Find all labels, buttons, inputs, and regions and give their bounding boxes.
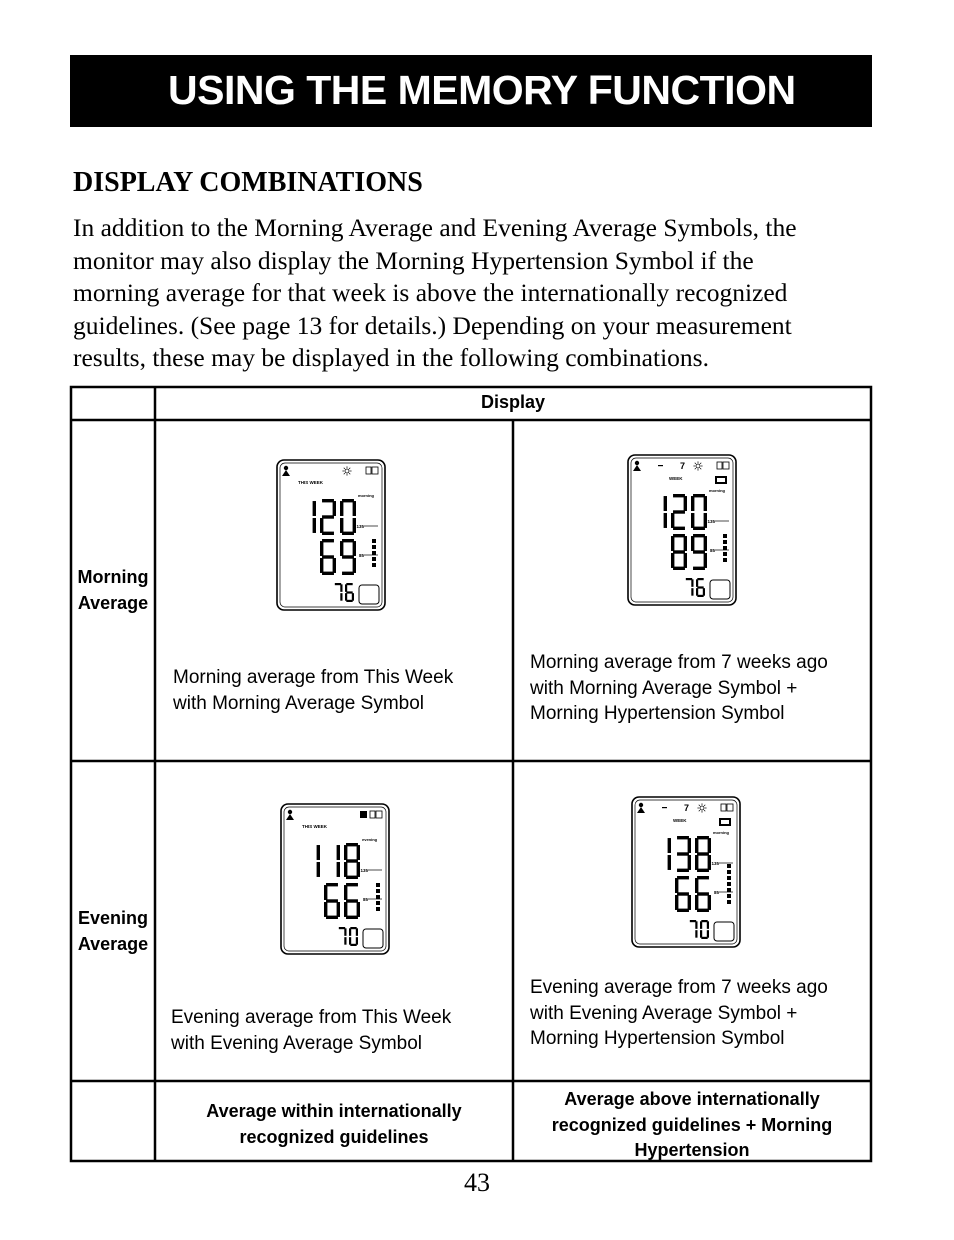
lcd-segment [686,578,692,580]
lcd-segment [688,855,691,870]
lcd-segment [342,539,354,542]
lcd-display-evening-7-weeks [631,796,741,948]
lcd-segment [353,518,356,533]
lcd-segment [352,593,354,601]
lcd-segment [684,536,687,551]
lcd-segment [340,584,342,592]
lcd-segment [704,496,707,511]
lcd-segment [668,855,671,870]
lcd-segment [684,496,687,511]
lcd-segment [673,527,685,530]
lcd-segment [671,553,674,568]
scale-low-label: 85 [709,548,715,553]
lcd-segment [673,567,685,570]
lcd-segment [677,909,689,912]
lcd-screen [627,454,737,606]
lcd-segment [691,588,693,596]
lcd-segment [326,916,338,919]
moon-icon [360,811,367,818]
lcd-segment [691,536,694,551]
footer-within-guidelines: Average within internationally recognized guidelines [206,1101,462,1147]
mode-label: morning [713,830,729,835]
intro-line: monitor may also display the Morning Hypertension Symbol if the [73,245,754,275]
lcd-segment [340,501,343,516]
lcd-segment [340,541,343,556]
scale-low-label: 85 [713,890,719,895]
lcd-segment [701,937,707,939]
lcd-segment [697,578,703,580]
lcd-segment [677,869,689,872]
intro-paragraph [73,212,873,375]
lcd-segment [342,555,354,558]
lcd-segment [322,572,334,575]
lcd-segment [708,838,711,853]
lcd-segment [677,852,689,855]
lcd-segment [704,536,707,551]
title-banner [70,55,872,127]
lcd-segment [333,501,336,516]
lcd-segment [313,501,316,516]
lcd-segment [356,928,358,936]
lcd-segment [324,885,327,900]
lcd-segment [322,539,334,542]
lcd-segment [684,553,687,568]
week-label: THIS WEEK [298,480,324,485]
lcd-segment [346,876,358,879]
lcd-segment [339,927,345,929]
lcd-segment [357,902,360,917]
lcd-segment [697,586,703,588]
mode-label: morning [358,493,374,498]
lcd-segment [346,583,352,585]
intro-line: morning average for that week is above the internationally recognized [73,278,788,308]
page-title: USING THE MEMORY FUNCTION [168,67,796,113]
lcd-segment [690,920,696,922]
intro-line: guidelines. (See page 13 for details.) Depending on your measurement [73,310,792,340]
lcd-segment [335,583,341,585]
lcd-segment [346,859,358,862]
lcd-segment [313,518,316,533]
lcd-segment [664,513,667,528]
lcd-segment [346,883,358,886]
lcd-segment [345,584,347,592]
lcd-segment [696,588,698,596]
lcd-segment [697,836,709,839]
lcd-segment [342,499,354,502]
morning-hypertension-icon [715,476,727,484]
lcd-segment [664,496,667,511]
lcd-segment [697,876,709,879]
lcd-segment [693,550,705,553]
caption-evening-this-week: Evening average from This Week with Evening Average Symbol [171,1007,452,1054]
lcd-segment [322,532,334,535]
lcd-segment [350,927,356,929]
lcd-segment [337,902,340,917]
lcd-segment [675,878,678,893]
lcd-segment [697,909,709,912]
lcd-display-morning-this-week [276,459,386,611]
lcd-segment [693,494,705,497]
lcd-segment [317,862,320,877]
lcd-segment [349,937,351,945]
lcd-segment [322,555,334,558]
lcd-segment [673,510,685,513]
lcd-segment [671,536,674,551]
week-number: 7 [684,803,690,813]
lcd-segment [350,944,356,946]
scale-high-label: 135 [707,519,715,524]
week-label: WEEK [673,818,687,823]
lcd-segment [697,869,709,872]
lcd-segment [337,862,340,877]
lcd-segment [695,921,697,929]
lcd-segment [695,878,698,893]
lcd-segment [357,862,360,877]
lcd-segment [701,920,707,922]
intro-line: In addition to the Morning Average and Evening Average Symbols, the [73,213,797,242]
dash-segment [658,465,663,466]
lcd-segment [693,527,705,530]
lcd-segment [356,937,358,945]
lcd-segment [333,558,336,573]
lcd-segment [673,534,685,537]
lcd-segment [344,845,347,860]
lcd-segment [673,550,685,553]
lcd-segment [326,899,338,902]
lcd-segment [695,930,697,938]
lcd-segment [324,902,327,917]
lcd-segment [708,895,711,910]
morning-hypertension-icon [719,818,731,826]
lcd-segment [320,541,323,556]
lcd-segment [326,883,338,886]
lcd-segment [353,558,356,573]
lcd-segment [707,921,709,929]
lcd-segment [697,852,709,855]
lcd-segment [349,928,351,936]
lcd-segment [703,588,705,596]
lcd-segment [353,501,356,516]
lcd-segment [693,567,705,570]
week-label: THIS WEEK [302,824,328,829]
lcd-segment [345,593,347,601]
lcd-segment [342,572,354,575]
lcd-segment [320,558,323,573]
lcd-segment [344,902,347,917]
caption-morning-this-week: Morning average from This Week with Morning Average Symbol [173,667,454,714]
lcd-segment [695,895,698,910]
lcd-segment [691,496,694,511]
lcd-segment [344,862,347,877]
lcd-segment [696,579,698,587]
scale-low-label: 85 [358,553,364,558]
lcd-segment [322,515,334,518]
caption-evening-7-weeks: Evening average from 7 weeks ago with Evening Average Symbol + Morning Hypertension Symbol [530,977,828,1049]
lcd-segment [317,845,320,860]
scale-high-label: 135 [711,861,719,866]
lcd-segment [707,930,709,938]
page-number: 43 [464,1168,490,1197]
intro-line: results, these may be displayed in the following combinations. [73,343,709,373]
lcd-segment [342,532,354,535]
lcd-segment [357,845,360,860]
lcd-segment [697,892,709,895]
section-heading: DISPLAY COMBINATIONS [73,167,423,198]
lcd-segment [704,553,707,568]
mode-label: morning [709,488,725,493]
lcd-segment [691,579,693,587]
scale-low-label: 85 [362,897,368,902]
lcd-segment [691,513,694,528]
dash-segment [662,807,667,808]
row-label-morning: Morning Average [77,567,149,613]
lcd-frame [281,804,389,954]
lcd-segment [677,892,689,895]
lcd-segment [688,895,691,910]
lcd-segment [700,921,702,929]
lcd-segment [346,600,352,602]
lcd-segment [697,595,703,597]
lcd-segment [353,541,356,556]
lcd-segment [677,876,689,879]
footer-above-guidelines: Average above internationally recognized guidelines + Morning Hypertension [551,1089,833,1160]
lcd-segment [346,591,352,593]
mode-label: evening [362,837,378,842]
lcd-screen [631,796,741,948]
scale-high-label: 135 [360,868,368,873]
lcd-segment [344,885,347,900]
lcd-segment [708,855,711,870]
lcd-segment [346,843,358,846]
lcd-segment [673,494,685,497]
week-number: 7 [680,461,686,471]
lcd-segment [320,518,323,533]
lcd-segment [693,534,705,537]
lcd-segment [344,928,346,936]
lcd-screen [280,803,390,955]
lcd-segment [668,838,671,853]
week-label: WEEK [669,476,683,481]
lcd-display-evening-this-week [280,803,390,955]
lcd-segment [700,930,702,938]
lcd-segment [704,513,707,528]
lcd-segment [344,937,346,945]
lcd-segment [677,836,689,839]
lcd-segment [675,895,678,910]
lcd-segment [671,513,674,528]
lcd-segment [340,518,343,533]
lcd-segment [695,855,698,870]
lcd-segment [322,499,334,502]
table-header-display: Display [480,392,546,412]
lcd-segment [346,899,358,902]
lcd-display-morning-7-weeks [627,454,737,606]
lcd-segment [340,593,342,601]
caption-morning-7-weeks: Morning average from 7 weeks ago with Morning Average Symbol + Morning Hypertension Symbol [530,652,828,724]
row-label-evening: Evening Average [77,908,149,954]
lcd-segment [346,916,358,919]
scale-high-label: 135 [356,524,364,529]
lcd-segment [688,838,691,853]
lcd-segment [695,838,698,853]
lcd-segment [337,845,340,860]
lcd-screen [276,459,386,611]
level-indicator [727,864,731,904]
